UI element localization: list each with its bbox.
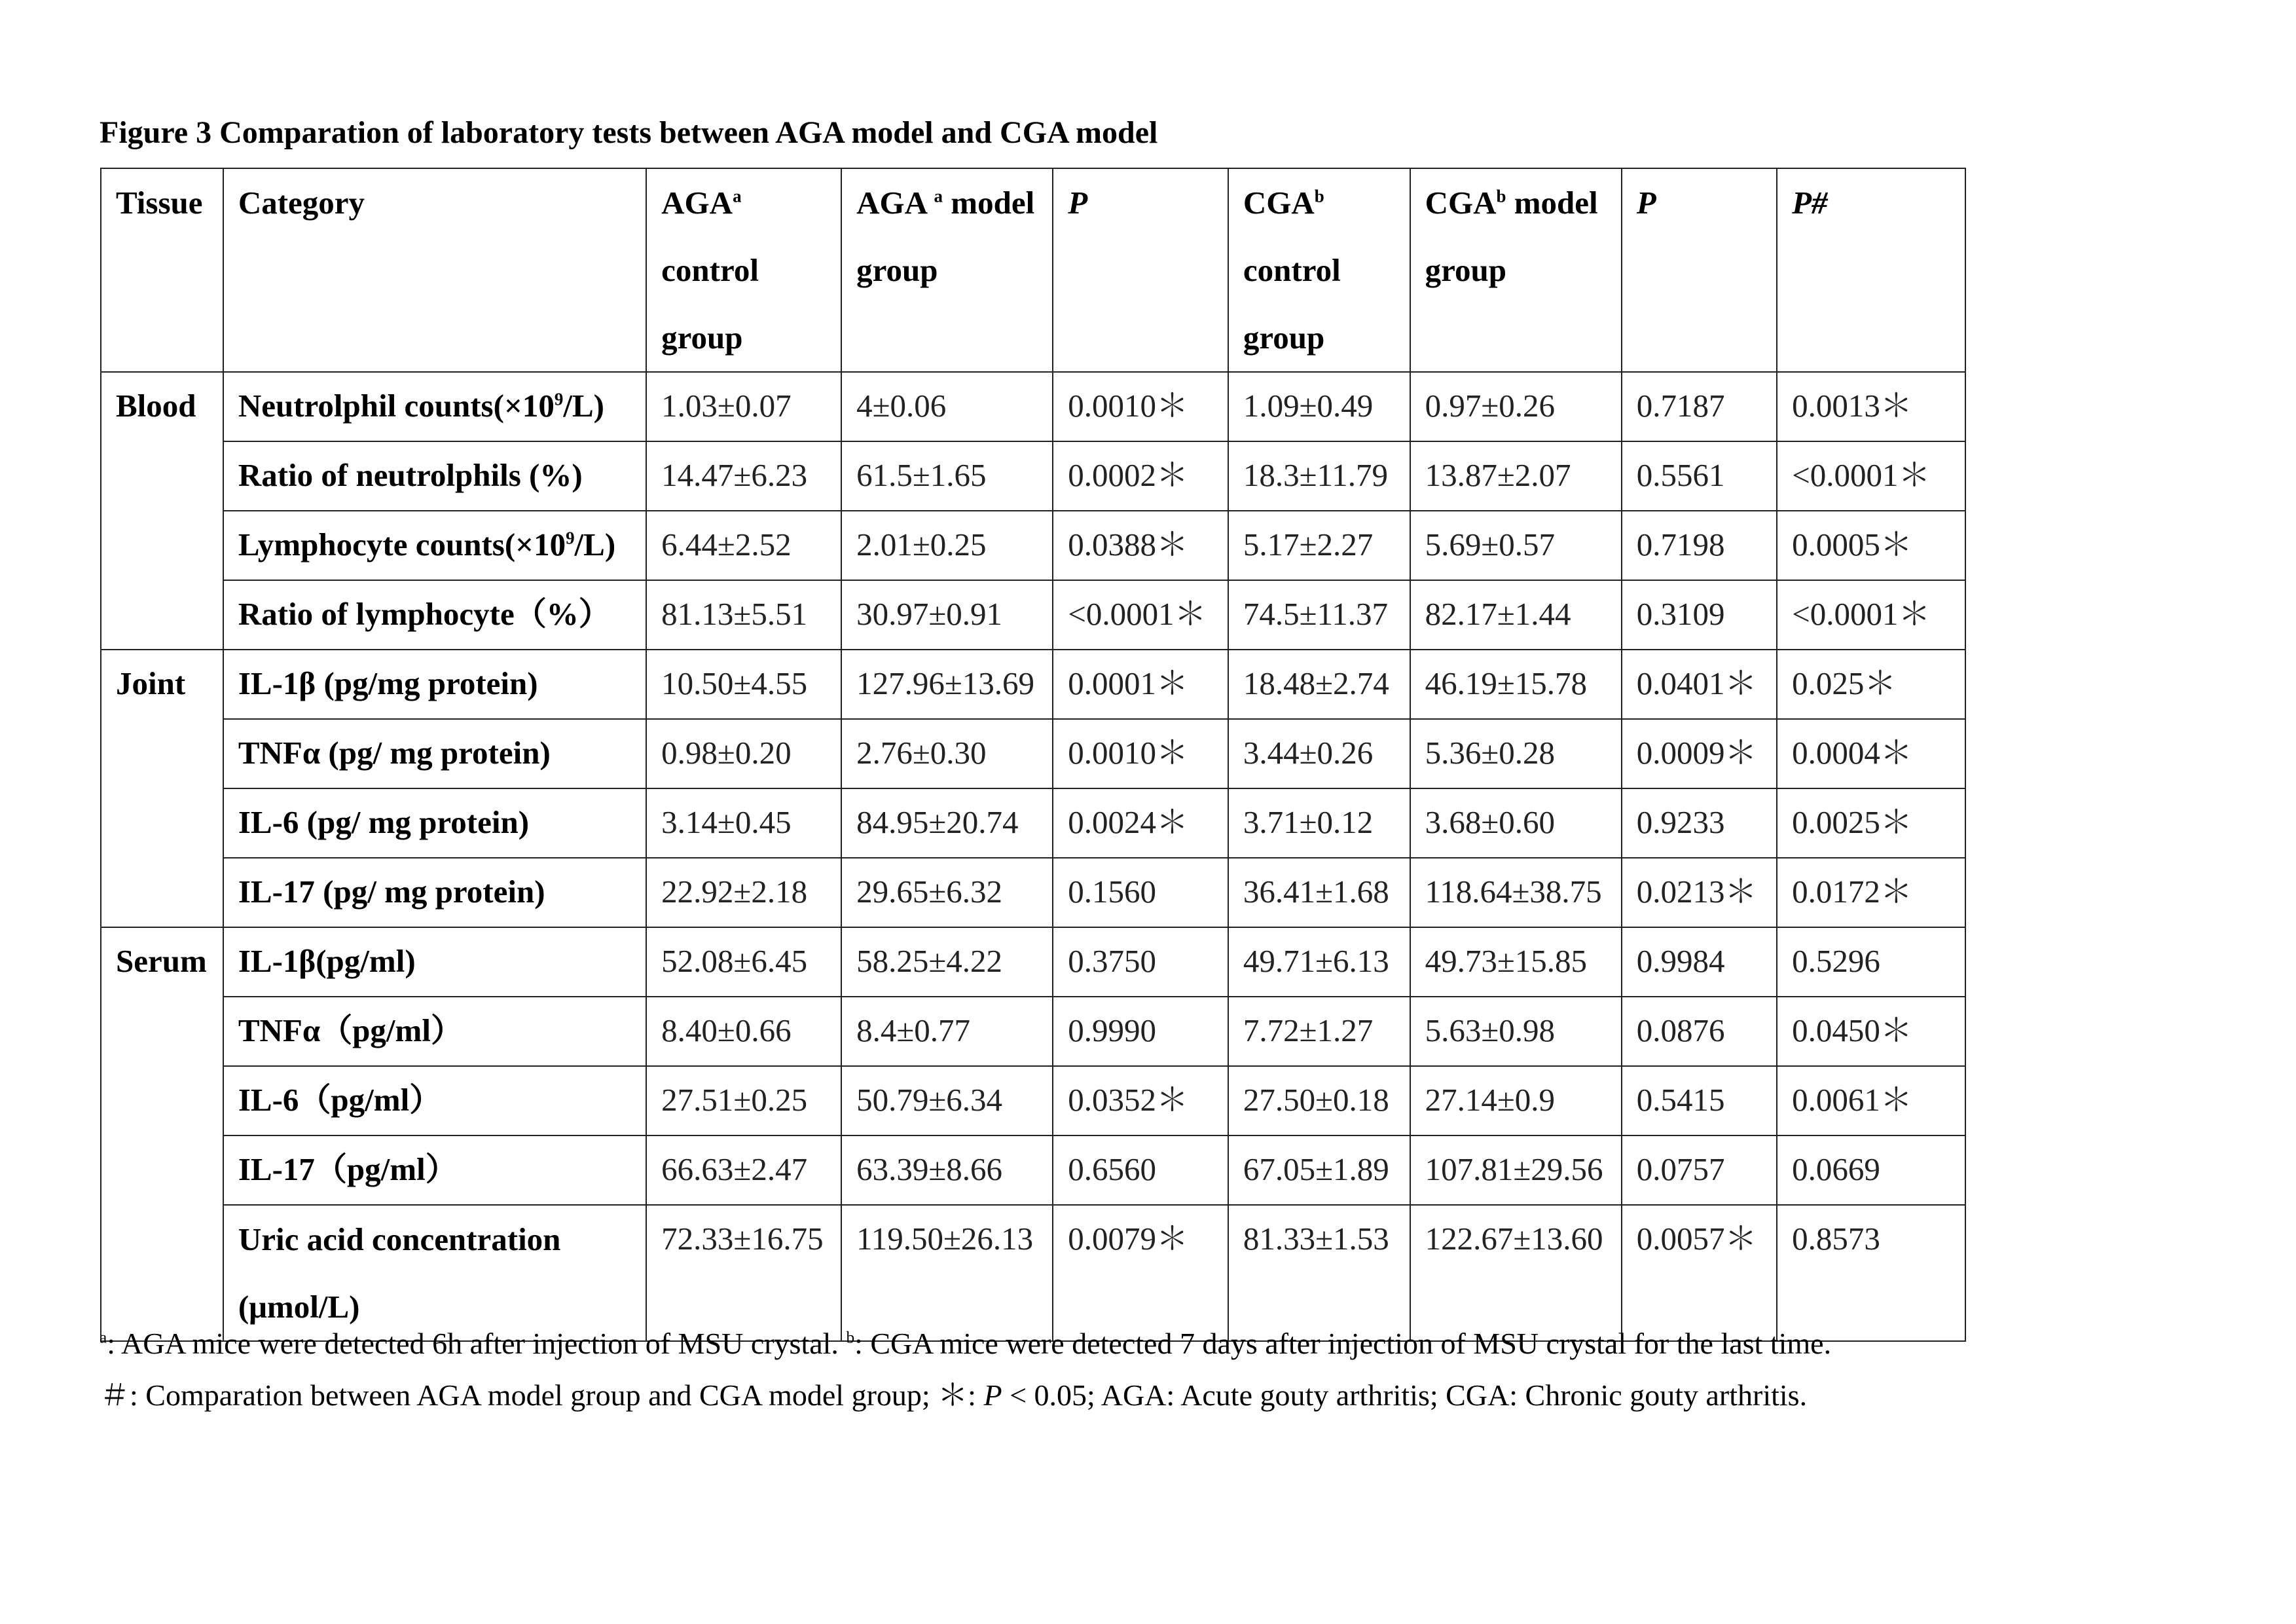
aga-model-cell: 4±0.06 — [841, 372, 1053, 441]
header-aga-model: AGA $^a$ model group — [841, 168, 1053, 372]
aga-control-cell: 10.50±4.55 — [646, 650, 841, 719]
tissue-cell — [101, 719, 223, 788]
aga-model-cell: 63.39±8.66 — [841, 1135, 1053, 1205]
category-cell: IL-1β(pg/ml) — [223, 927, 646, 997]
cga-control-cell: 49.71±6.13 — [1228, 927, 1410, 997]
tissue-cell — [101, 858, 223, 927]
cga-model-cell: 107.81±29.56 — [1410, 1135, 1622, 1205]
aga-control-cell: 66.63±2.47 — [646, 1135, 841, 1205]
aga-model-cell: 119.50±26.13 — [841, 1205, 1053, 1341]
aga-model-cell: 30.97±0.91 — [841, 580, 1053, 650]
table-row — [101, 788, 1965, 858]
p-cga-cell: 0.7187 — [1622, 372, 1777, 441]
header-aga-control: AGA$^a$ control group — [646, 168, 841, 372]
header-cga-model: CGA$^b$ model group — [1410, 168, 1622, 372]
p-hash-cell: <0.0001＊ — [1777, 580, 1965, 650]
table-row — [101, 650, 1965, 719]
category-cell: Neutrolphil $counts(\times 10^9/L)$ — [223, 372, 646, 441]
tissue-cell — [101, 997, 223, 1066]
cga-control-cell: 1.09±0.49 — [1228, 372, 1410, 441]
header-p-aga: P — [1053, 168, 1228, 372]
p-hash-cell: 0.0013＊ — [1777, 372, 1965, 441]
aga-control-cell: 81.13±5.51 — [646, 580, 841, 650]
p-cga-cell: 0.9233 — [1622, 788, 1777, 858]
p-hash-cell: 0.0004＊ — [1777, 719, 1965, 788]
category-cell: IL-17（pg/ml） — [223, 1135, 646, 1205]
p-hash-cell: 0.5296 — [1777, 927, 1965, 997]
cga-model-cell: 5.36±0.28 — [1410, 719, 1622, 788]
cga-control-cell: 74.5±11.37 — [1228, 580, 1410, 650]
cga-model-cell: 46.19±15.78 — [1410, 650, 1622, 719]
cga-model-cell: 5.63±0.98 — [1410, 997, 1622, 1066]
category-cell: IL-17 (pg/ mg protein) — [223, 858, 646, 927]
table-row — [101, 1066, 1965, 1135]
p-hash-cell: 0.0450＊ — [1777, 997, 1965, 1066]
table-row — [101, 372, 1965, 441]
p-cga-cell: 0.9984 — [1622, 927, 1777, 997]
p-cga-cell: 0.0876 — [1622, 997, 1777, 1066]
p-aga-cell: 0.6560 — [1053, 1135, 1228, 1205]
p-hash-cell: 0.8573 — [1777, 1205, 1965, 1341]
table-row — [101, 719, 1965, 788]
tissue-cell — [101, 511, 223, 580]
p-aga-cell: 0.9990 — [1053, 997, 1228, 1066]
p-cga-cell: 0.0213＊ — [1622, 858, 1777, 927]
aga-control-cell: 52.08±6.45 — [646, 927, 841, 997]
table-row — [101, 511, 1965, 580]
results-table — [100, 168, 1966, 1342]
aga-control-cell: 72.33±16.75 — [646, 1205, 841, 1341]
header-cga-control: CGA$^b$ control group — [1228, 168, 1410, 372]
p-aga-cell: 0.0352＊ — [1053, 1066, 1228, 1135]
p-aga-cell: 0.0010＊ — [1053, 719, 1228, 788]
aga-model-cell: 8.4±0.77 — [841, 997, 1053, 1066]
tissue-cell — [101, 441, 223, 511]
p-cga-cell: 0.5415 — [1622, 1066, 1777, 1135]
header-category: Category — [223, 168, 646, 372]
p-aga-cell: 0.0010＊ — [1053, 372, 1228, 441]
p-hash-cell: 0.0005＊ — [1777, 511, 1965, 580]
p-aga-cell: 0.0388＊ — [1053, 511, 1228, 580]
aga-model-cell: 29.65±6.32 — [841, 858, 1053, 927]
category-cell: TNFα（pg/ml） — [223, 997, 646, 1066]
tissue-cell — [101, 788, 223, 858]
cga-model-cell: 118.64±38.75 — [1410, 858, 1622, 927]
cga-control-cell: 81.33±1.53 — [1228, 1205, 1410, 1341]
cga-model-cell: 13.87±2.07 — [1410, 441, 1622, 511]
p-hash-cell: 0.0669 — [1777, 1135, 1965, 1205]
tissue-cell: Serum — [101, 927, 223, 997]
aga-model-cell: 2.01±0.25 — [841, 511, 1053, 580]
tissue-cell — [101, 580, 223, 650]
cga-control-cell: 27.50±0.18 — [1228, 1066, 1410, 1135]
table-row — [101, 1135, 1965, 1205]
aga-model-cell: 58.25±4.22 — [841, 927, 1053, 997]
p-hash-cell: 0.0025＊ — [1777, 788, 1965, 858]
cga-control-cell: 5.17±2.27 — [1228, 511, 1410, 580]
cga-control-cell: 36.41±1.68 — [1228, 858, 1410, 927]
figure-title: Figure 3 Comparation of laboratory tests between AGA model and CGA model — [100, 115, 1158, 150]
category-cell: Lymphocyte $counts(\times 10^9/L)$ — [223, 511, 646, 580]
aga-control-cell: 6.44±2.52 — [646, 511, 841, 580]
tissue-cell — [101, 1135, 223, 1205]
cga-control-cell: 18.3±11.79 — [1228, 441, 1410, 511]
header-tissue: Tissue — [101, 168, 223, 372]
aga-model-cell: 127.96±13.69 — [841, 650, 1053, 719]
p-aga-cell: <0.0001＊ — [1053, 580, 1228, 650]
p-aga-cell: 0.1560 — [1053, 858, 1228, 927]
tissue-cell — [101, 1205, 223, 1341]
cga-control-cell: 18.48±2.74 — [1228, 650, 1410, 719]
category-cell: Ratio of lymphocyte（%） — [223, 580, 646, 650]
table-row — [101, 997, 1965, 1066]
cga-model-cell: 49.73±15.85 — [1410, 927, 1622, 997]
aga-control-cell: 1.03±0.07 — [646, 372, 841, 441]
aga-model-cell: 2.76±0.30 — [841, 719, 1053, 788]
p-hash-cell: <0.0001＊ — [1777, 441, 1965, 511]
category-cell: Uric acid concentration (μmol/L) — [223, 1205, 646, 1341]
cga-model-cell: 5.69±0.57 — [1410, 511, 1622, 580]
p-aga-cell: 0.0001＊ — [1053, 650, 1228, 719]
cga-model-cell: 0.97±0.26 — [1410, 372, 1622, 441]
header-row — [101, 168, 1965, 372]
aga-control-cell: 14.47±6.23 — [646, 441, 841, 511]
table-row — [101, 858, 1965, 927]
category-cell: IL-6（pg/ml） — [223, 1066, 646, 1135]
tissue-cell: Blood — [101, 372, 223, 441]
aga-control-cell: 27.51±0.25 — [646, 1066, 841, 1135]
p-cga-cell: 0.0757 — [1622, 1135, 1777, 1205]
tissue-cell: Joint — [101, 650, 223, 719]
p-cga-cell: 0.5561 — [1622, 441, 1777, 511]
aga-control-cell: 0.98±0.20 — [646, 719, 841, 788]
aga-model-cell: 50.79±6.34 — [841, 1066, 1053, 1135]
cga-model-cell: 27.14±0.9 — [1410, 1066, 1622, 1135]
aga-control-cell: 3.14±0.45 — [646, 788, 841, 858]
aga-model-cell: 84.95±20.74 — [841, 788, 1053, 858]
cga-control-cell: 67.05±1.89 — [1228, 1135, 1410, 1205]
footnote-line-2: ＃: Comparation between AGA model group and CGA model group; ＊: P < 0.05; AGA: Acute gouty arthritis; CGA: Chronic gouty arthritis. — [100, 1378, 1808, 1412]
p-cga-cell: 0.0009＊ — [1622, 719, 1777, 788]
p-hash-cell: 0.025＊ — [1777, 650, 1965, 719]
table-row — [101, 927, 1965, 997]
header-p-cga: P — [1622, 168, 1777, 372]
p-cga-cell: 0.0401＊ — [1622, 650, 1777, 719]
cga-model-cell: 82.17±1.44 — [1410, 580, 1622, 650]
p-aga-cell: 0.3750 — [1053, 927, 1228, 997]
p-hash-cell: 0.0061＊ — [1777, 1066, 1965, 1135]
cga-control-cell: 3.71±0.12 — [1228, 788, 1410, 858]
category-cell: IL-1β (pg/mg protein) — [223, 650, 646, 719]
category-cell: Ratio of neutrolphils (%) — [223, 441, 646, 511]
table-row — [101, 1205, 1965, 1341]
cga-control-cell: 7.72±1.27 — [1228, 997, 1410, 1066]
category-cell: TNFα (pg/ mg protein) — [223, 719, 646, 788]
category-cell: IL-6 (pg/ mg protein) — [223, 788, 646, 858]
footnote-line-1: $^a$: AGA mice were detected 6h after injection of MSU crystal. $^b$: CGA mice were detected 7 days after injection of MSU crystal for the last time. — [100, 1327, 1832, 1360]
p-hash-cell: 0.0172＊ — [1777, 858, 1965, 927]
p-cga-cell: 0.0057＊ — [1622, 1205, 1777, 1341]
p-aga-cell: 0.0002＊ — [1053, 441, 1228, 511]
p-cga-cell: 0.3109 — [1622, 580, 1777, 650]
cga-control-cell: 3.44±0.26 — [1228, 719, 1410, 788]
cga-model-cell: 122.67±13.60 — [1410, 1205, 1622, 1341]
p-cga-cell: 0.7198 — [1622, 511, 1777, 580]
p-aga-cell: 0.0079＊ — [1053, 1205, 1228, 1341]
aga-model-cell: 61.5±1.65 — [841, 441, 1053, 511]
aga-control-cell: 22.92±2.18 — [646, 858, 841, 927]
cga-model-cell: 3.68±0.60 — [1410, 788, 1622, 858]
aga-control-cell: 8.40±0.66 — [646, 997, 841, 1066]
tissue-cell — [101, 1066, 223, 1135]
table-row — [101, 580, 1965, 650]
table-row — [101, 441, 1965, 511]
header-p-hash: P# — [1777, 168, 1965, 372]
p-aga-cell: 0.0024＊ — [1053, 788, 1228, 858]
